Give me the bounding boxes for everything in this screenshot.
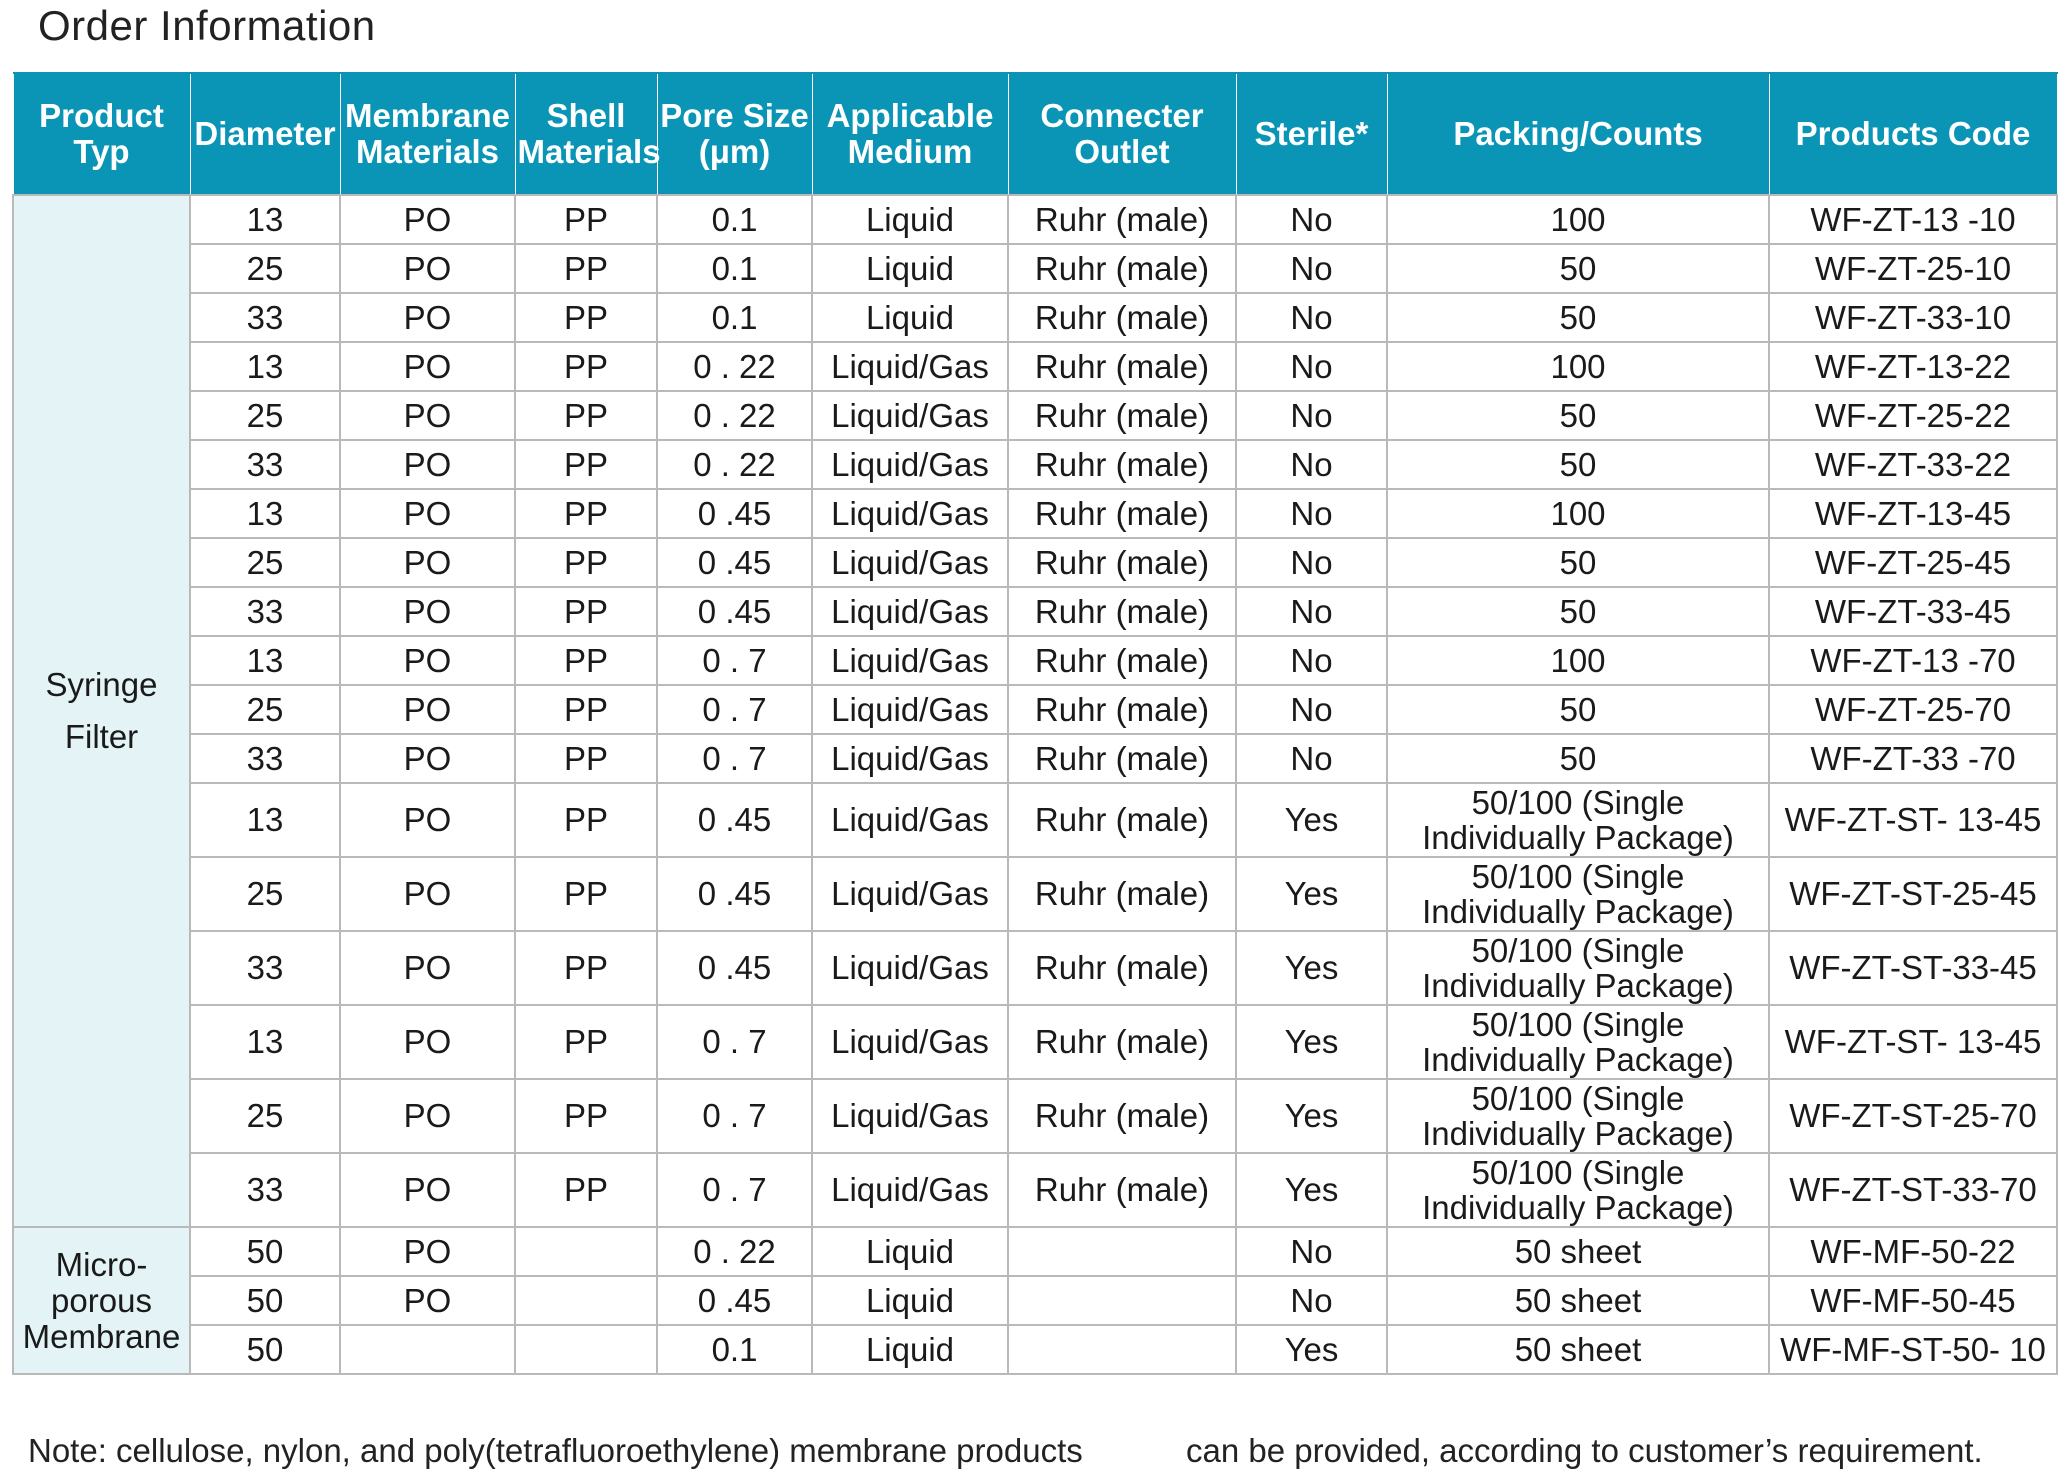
cell-diameter: 33 <box>190 440 340 489</box>
cell-sterile: No <box>1236 391 1387 440</box>
cell-medium: Liquid <box>812 293 1008 342</box>
cell-pore-size: 0 .45 <box>657 857 812 931</box>
cell-packing: 50/100 (Single Individually Package) <box>1387 783 1769 857</box>
cell-medium: Liquid/Gas <box>812 1079 1008 1153</box>
table-row <box>13 538 2057 587</box>
cell-packing: 100 <box>1387 342 1769 391</box>
footnote-continued: can be provided, according to customer’s requirement. <box>1186 1432 1983 1469</box>
cell-sterile: Yes <box>1236 931 1387 1005</box>
cell-diameter: 33 <box>190 587 340 636</box>
cell-product-code: WF-ZT-33 -70 <box>1769 734 2057 783</box>
table-row <box>13 685 2057 734</box>
cell-medium: Liquid <box>812 195 1008 244</box>
cell-diameter: 13 <box>190 636 340 685</box>
cell-packing: 50/100 (Single Individually Package) <box>1387 1079 1769 1153</box>
cell-medium: Liquid/Gas <box>812 587 1008 636</box>
cell-sterile: No <box>1236 587 1387 636</box>
table-row <box>13 1227 2057 1276</box>
table-row <box>13 587 2057 636</box>
cell-product-code: WF-ZT-33-10 <box>1769 293 2057 342</box>
cell-pore-size: 0 . 7 <box>657 1079 812 1153</box>
cell-medium: Liquid/Gas <box>812 931 1008 1005</box>
cell-membrane: PO <box>340 931 515 1005</box>
cell-product-code: WF-ZT-13 -70 <box>1769 636 2057 685</box>
cell-medium: Liquid/Gas <box>812 857 1008 931</box>
header-product-type: Product Typ <box>13 73 190 195</box>
cell-product-code: WF-ZT-33-22 <box>1769 440 2057 489</box>
cell-connector: Ruhr (male) <box>1008 587 1236 636</box>
cell-product-code: WF-ZT-ST- 13-45 <box>1769 783 2057 857</box>
cell-shell: PP <box>515 244 657 293</box>
cell-diameter: 33 <box>190 293 340 342</box>
cell-shell: PP <box>515 293 657 342</box>
cell-diameter: 33 <box>190 1153 340 1227</box>
cell-packing: 50/100 (Single Individually Package) <box>1387 1005 1769 1079</box>
cell-pore-size: 0 .45 <box>657 931 812 1005</box>
cell-pore-size: 0.1 <box>657 244 812 293</box>
cell-product-code: WF-ZT-ST- 13-45 <box>1769 1005 2057 1079</box>
cell-product-code: WF-ZT-25-22 <box>1769 391 2057 440</box>
cell-connector: Ruhr (male) <box>1008 440 1236 489</box>
cell-pore-size: 0.1 <box>657 195 812 244</box>
cell-membrane <box>340 1325 515 1374</box>
cell-product-code: WF-ZT-13-45 <box>1769 489 2057 538</box>
cell-product-code: WF-ZT-25-45 <box>1769 538 2057 587</box>
cell-packing: 50 <box>1387 293 1769 342</box>
cell-membrane: PO <box>340 1227 515 1276</box>
cell-connector: Ruhr (male) <box>1008 391 1236 440</box>
cell-packing: 50 sheet <box>1387 1276 1769 1325</box>
cell-membrane: PO <box>340 244 515 293</box>
cell-connector: Ruhr (male) <box>1008 783 1236 857</box>
cell-pore-size: 0 . 7 <box>657 1153 812 1227</box>
cell-medium: Liquid/Gas <box>812 489 1008 538</box>
cell-pore-size: 0 .45 <box>657 587 812 636</box>
cell-pore-size: 0.1 <box>657 1325 812 1374</box>
cell-diameter: 33 <box>190 931 340 1005</box>
cell-packing: 50 sheet <box>1387 1227 1769 1276</box>
cell-medium: Liquid/Gas <box>812 391 1008 440</box>
table-body <box>13 195 2057 1374</box>
cell-membrane: PO <box>340 538 515 587</box>
cell-diameter: 25 <box>190 685 340 734</box>
cell-sterile: No <box>1236 538 1387 587</box>
cell-membrane: PO <box>340 1079 515 1153</box>
cell-pore-size: 0 . 22 <box>657 1227 812 1276</box>
cell-shell: PP <box>515 783 657 857</box>
cell-product-code: WF-ZT-25-10 <box>1769 244 2057 293</box>
header-connector-outlet: Connecter Outlet <box>1008 73 1236 195</box>
cell-pore-size: 0 . 7 <box>657 1005 812 1079</box>
cell-membrane: PO <box>340 636 515 685</box>
cell-packing: 100 <box>1387 489 1769 538</box>
cell-connector: Ruhr (male) <box>1008 734 1236 783</box>
cell-connector: Ruhr (male) <box>1008 636 1236 685</box>
cell-connector <box>1008 1276 1236 1325</box>
cell-pore-size: 0 . 22 <box>657 440 812 489</box>
cell-medium: Liquid/Gas <box>812 342 1008 391</box>
cell-shell: PP <box>515 931 657 1005</box>
group-syringe-filter: Syringe Filter <box>13 195 190 1227</box>
cell-shell: PP <box>515 391 657 440</box>
table-row <box>13 391 2057 440</box>
cell-packing: 50/100 (Single Individually Package) <box>1387 857 1769 931</box>
cell-product-code: WF-ZT-25-70 <box>1769 685 2057 734</box>
cell-shell: PP <box>515 685 657 734</box>
cell-packing: 50/100 (Single Individually Package) <box>1387 931 1769 1005</box>
cell-sterile: Yes <box>1236 857 1387 931</box>
cell-shell <box>515 1325 657 1374</box>
cell-product-code: WF-ZT-13 -10 <box>1769 195 2057 244</box>
cell-diameter: 13 <box>190 783 340 857</box>
cell-sterile: No <box>1236 685 1387 734</box>
cell-pore-size: 0 . 22 <box>657 342 812 391</box>
cell-pore-size: 0 . 7 <box>657 636 812 685</box>
cell-medium: Liquid <box>812 1227 1008 1276</box>
cell-diameter: 25 <box>190 538 340 587</box>
cell-membrane: PO <box>340 734 515 783</box>
cell-packing: 50 sheet <box>1387 1325 1769 1374</box>
cell-membrane: PO <box>340 440 515 489</box>
cell-membrane: PO <box>340 685 515 734</box>
cell-shell: PP <box>515 489 657 538</box>
header-packing-counts: Packing/Counts <box>1387 73 1769 195</box>
cell-product-code: WF-MF-50-22 <box>1769 1227 2057 1276</box>
cell-connector: Ruhr (male) <box>1008 1005 1236 1079</box>
table-row <box>13 293 2057 342</box>
cell-sterile: No <box>1236 440 1387 489</box>
cell-pore-size: 0 .45 <box>657 1276 812 1325</box>
cell-product-code: WF-ZT-ST-33-45 <box>1769 931 2057 1005</box>
table-row <box>13 734 2057 783</box>
cell-medium: Liquid/Gas <box>812 1005 1008 1079</box>
table-row <box>13 636 2057 685</box>
cell-shell: PP <box>515 440 657 489</box>
table-row <box>13 1276 2057 1325</box>
cell-product-code: WF-ZT-ST-25-70 <box>1769 1079 2057 1153</box>
cell-medium: Liquid/Gas <box>812 538 1008 587</box>
cell-diameter: 25 <box>190 1079 340 1153</box>
cell-sterile: Yes <box>1236 1153 1387 1227</box>
cell-membrane: PO <box>340 342 515 391</box>
cell-membrane: PO <box>340 195 515 244</box>
cell-product-code: WF-MF-ST-50- 10 <box>1769 1325 2057 1374</box>
table-row <box>13 857 2057 931</box>
cell-packing: 50 <box>1387 587 1769 636</box>
cell-sterile: Yes <box>1236 1325 1387 1374</box>
table-row <box>13 1005 2057 1079</box>
cell-shell <box>515 1227 657 1276</box>
cell-connector: Ruhr (male) <box>1008 195 1236 244</box>
cell-shell: PP <box>515 734 657 783</box>
cell-pore-size: 0 .45 <box>657 489 812 538</box>
cell-packing: 50 <box>1387 734 1769 783</box>
cell-connector: Ruhr (male) <box>1008 342 1236 391</box>
cell-diameter: 33 <box>190 734 340 783</box>
cell-sterile: Yes <box>1236 1079 1387 1153</box>
cell-connector: Ruhr (male) <box>1008 1079 1236 1153</box>
table-row <box>13 931 2057 1005</box>
cell-diameter: 50 <box>190 1276 340 1325</box>
cell-shell: PP <box>515 1079 657 1153</box>
cell-membrane: PO <box>340 489 515 538</box>
cell-sterile: No <box>1236 195 1387 244</box>
table-row <box>13 244 2057 293</box>
table-row <box>13 783 2057 857</box>
cell-medium: Liquid/Gas <box>812 636 1008 685</box>
cell-membrane: PO <box>340 1153 515 1227</box>
cell-sterile: No <box>1236 734 1387 783</box>
cell-medium: Liquid <box>812 244 1008 293</box>
cell-sterile: No <box>1236 342 1387 391</box>
cell-sterile: Yes <box>1236 1005 1387 1079</box>
cell-diameter: 25 <box>190 857 340 931</box>
cell-medium: Liquid/Gas <box>812 734 1008 783</box>
table-row <box>13 1153 2057 1227</box>
cell-diameter: 13 <box>190 1005 340 1079</box>
cell-pore-size: 0 .45 <box>657 538 812 587</box>
cell-membrane: PO <box>340 587 515 636</box>
cell-pore-size: 0 .45 <box>657 783 812 857</box>
cell-membrane: PO <box>340 1005 515 1079</box>
cell-sterile: No <box>1236 293 1387 342</box>
header-membrane-materials: Membrane Materials <box>340 73 515 195</box>
cell-membrane: PO <box>340 293 515 342</box>
table-row <box>13 342 2057 391</box>
cell-medium: Liquid/Gas <box>812 783 1008 857</box>
cell-shell: PP <box>515 1005 657 1079</box>
cell-connector: Ruhr (male) <box>1008 931 1236 1005</box>
cell-connector: Ruhr (male) <box>1008 244 1236 293</box>
order-table <box>12 72 2058 1375</box>
cell-packing: 50 <box>1387 538 1769 587</box>
group-microporous-membrane: Micro-porous Membrane <box>13 1227 190 1374</box>
cell-diameter: 50 <box>190 1227 340 1276</box>
cell-medium: Liquid/Gas <box>812 440 1008 489</box>
cell-sterile: No <box>1236 1227 1387 1276</box>
cell-packing: 50 <box>1387 685 1769 734</box>
cell-packing: 50 <box>1387 440 1769 489</box>
cell-sterile: No <box>1236 489 1387 538</box>
cell-packing: 50/100 (Single Individually Package) <box>1387 1153 1769 1227</box>
cell-packing: 50 <box>1387 244 1769 293</box>
cell-shell: PP <box>515 538 657 587</box>
cell-sterile: No <box>1236 636 1387 685</box>
cell-pore-size: 0 . 7 <box>657 685 812 734</box>
header-row <box>13 73 2057 195</box>
cell-shell: PP <box>515 636 657 685</box>
cell-connector: Ruhr (male) <box>1008 538 1236 587</box>
cell-connector: Ruhr (male) <box>1008 685 1236 734</box>
cell-diameter: 50 <box>190 1325 340 1374</box>
table-row <box>13 195 2057 244</box>
cell-connector <box>1008 1227 1236 1276</box>
cell-connector: Ruhr (male) <box>1008 489 1236 538</box>
table-row <box>13 1079 2057 1153</box>
cell-connector: Ruhr (male) <box>1008 1153 1236 1227</box>
header-products-code: Products Code <box>1769 73 2057 195</box>
cell-shell: PP <box>515 195 657 244</box>
cell-product-code: WF-ZT-ST-33-70 <box>1769 1153 2057 1227</box>
cell-shell: PP <box>515 857 657 931</box>
table-row <box>13 489 2057 538</box>
cell-medium: Liquid <box>812 1325 1008 1374</box>
cell-membrane: PO <box>340 857 515 931</box>
cell-product-code: WF-MF-50-45 <box>1769 1276 2057 1325</box>
cell-packing: 100 <box>1387 636 1769 685</box>
cell-medium: Liquid/Gas <box>812 685 1008 734</box>
cell-packing: 50 <box>1387 391 1769 440</box>
cell-product-code: WF-ZT-13-22 <box>1769 342 2057 391</box>
header-pore-size: Pore Size (μm) <box>657 73 812 195</box>
cell-diameter: 13 <box>190 489 340 538</box>
cell-membrane: PO <box>340 1276 515 1325</box>
table-row <box>13 440 2057 489</box>
cell-diameter: 25 <box>190 391 340 440</box>
cell-product-code: WF-ZT-ST-25-45 <box>1769 857 2057 931</box>
cell-sterile: No <box>1236 244 1387 293</box>
table-row <box>13 1325 2057 1374</box>
header-applicable-medium: Applicable Medium <box>812 73 1008 195</box>
cell-shell: PP <box>515 1153 657 1227</box>
header-sterile: Sterile* <box>1236 73 1387 195</box>
cell-diameter: 13 <box>190 195 340 244</box>
cell-pore-size: 0.1 <box>657 293 812 342</box>
cell-pore-size: 0 . 7 <box>657 734 812 783</box>
cell-medium: Liquid <box>812 1276 1008 1325</box>
cell-connector: Ruhr (male) <box>1008 857 1236 931</box>
cell-diameter: 25 <box>190 244 340 293</box>
page-title: Order Information <box>38 2 376 49</box>
cell-packing: 100 <box>1387 195 1769 244</box>
cell-sterile: Yes <box>1236 783 1387 857</box>
cell-diameter: 13 <box>190 342 340 391</box>
footnote: Note: cellulose, nylon, and poly(tetrafluoroethylene) membrane products <box>28 1432 1083 1469</box>
cell-shell: PP <box>515 587 657 636</box>
header-shell-materials: Shell Materials <box>515 73 657 195</box>
cell-shell: PP <box>515 342 657 391</box>
cell-product-code: WF-ZT-33-45 <box>1769 587 2057 636</box>
cell-sterile: No <box>1236 1276 1387 1325</box>
cell-pore-size: 0 . 22 <box>657 391 812 440</box>
header-diameter: Diameter <box>190 73 340 195</box>
cell-membrane: PO <box>340 783 515 857</box>
cell-shell <box>515 1276 657 1325</box>
cell-connector <box>1008 1325 1236 1374</box>
cell-connector: Ruhr (male) <box>1008 293 1236 342</box>
cell-medium: Liquid/Gas <box>812 1153 1008 1227</box>
cell-membrane: PO <box>340 391 515 440</box>
